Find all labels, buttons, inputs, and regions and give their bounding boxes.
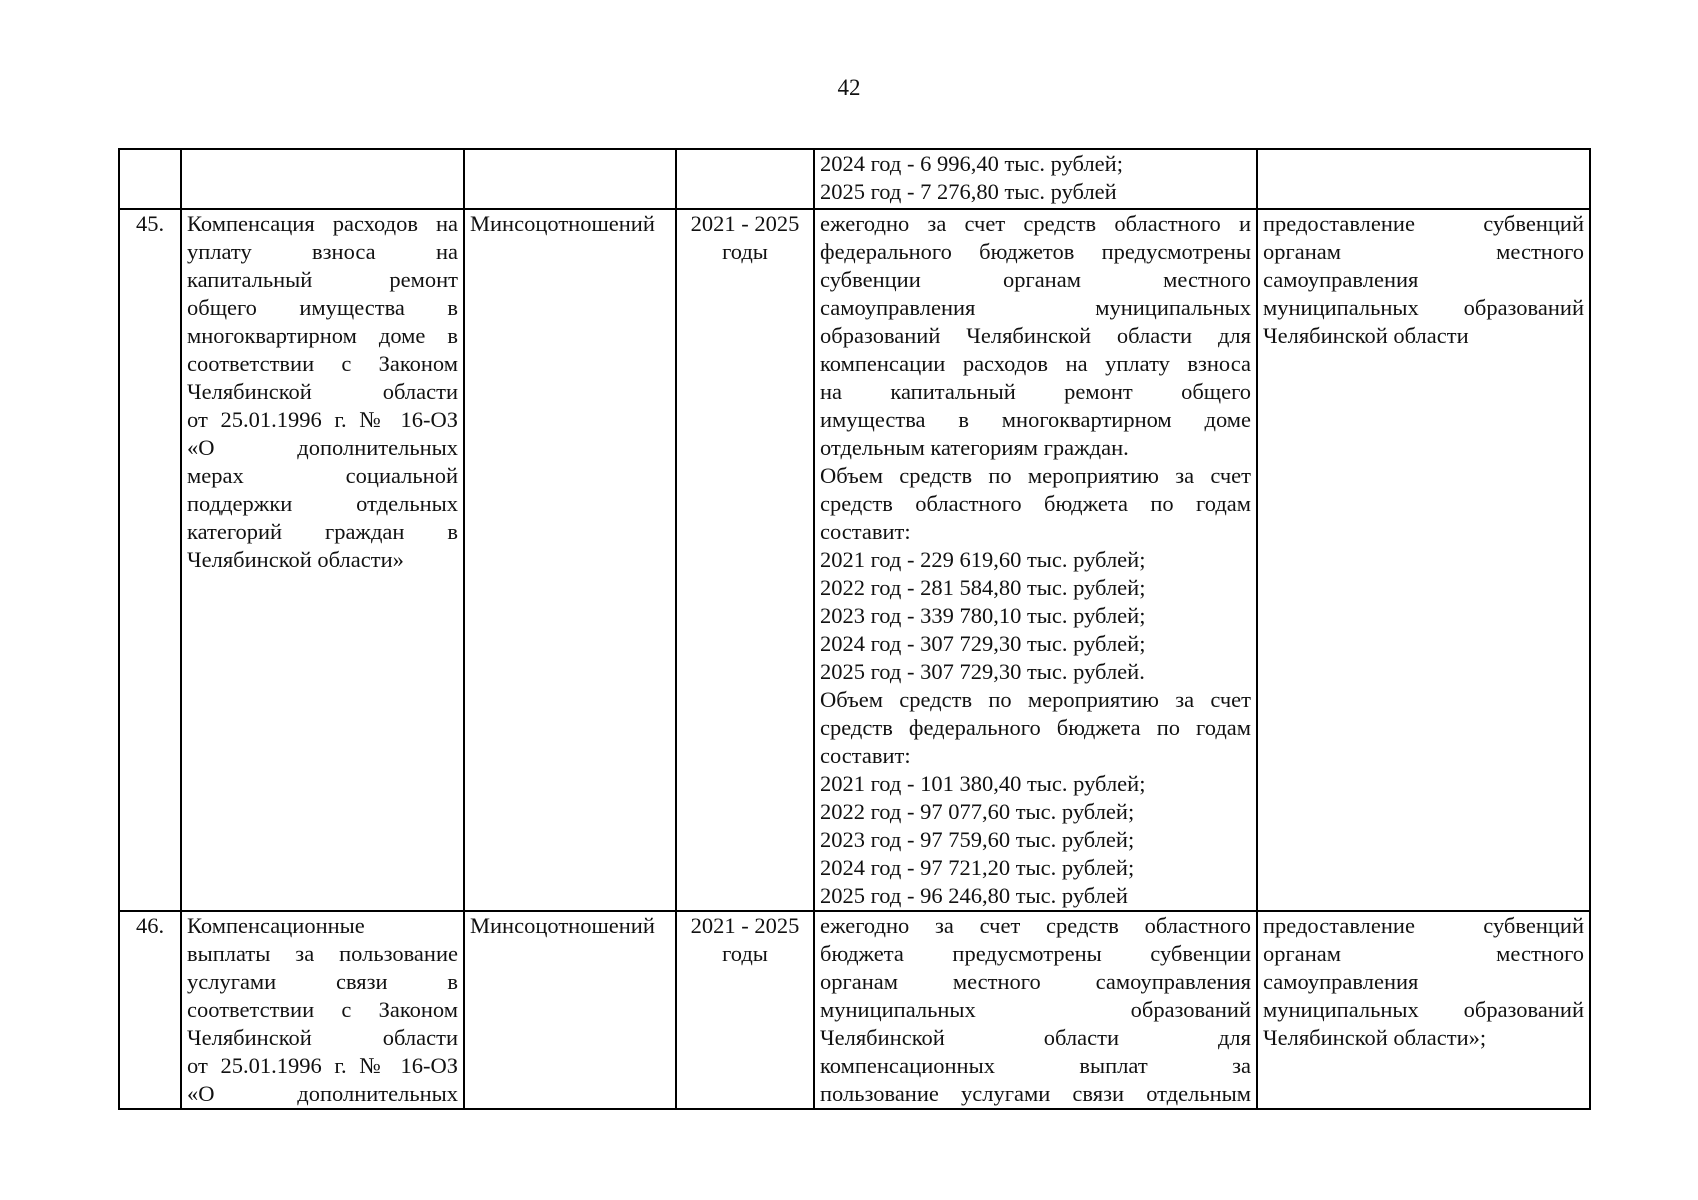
measure-name-line: «О дополнительных bbox=[187, 435, 458, 460]
executor-cell bbox=[464, 209, 676, 911]
table-row bbox=[119, 209, 1590, 911]
funding-description-line: субвенции органам местного bbox=[820, 267, 1251, 292]
funding-description-line: 2025 год - 96 246,80 тыс. рублей bbox=[820, 883, 1128, 908]
funding-description-line: бюджета предусмотрены субвенции bbox=[820, 941, 1251, 966]
measure-name-line: Компенсационные bbox=[187, 913, 365, 938]
measure-name-line: многоквартирном доме в bbox=[187, 323, 458, 348]
row-number-cell bbox=[119, 149, 181, 209]
funding-description-line: составит: bbox=[820, 743, 911, 768]
funding-description-line: самоуправления муниципальных bbox=[820, 295, 1251, 320]
row-number-cell bbox=[119, 209, 181, 911]
funding-description-line: 2024 год - 307 729,30 тыс. рублей; bbox=[820, 631, 1146, 656]
funding-description-line: ежегодно за счет средств областного bbox=[820, 913, 1251, 938]
funding-description-cell bbox=[814, 149, 1257, 209]
funding-description-line: 2023 год - 97 759,60 тыс. рублей; bbox=[820, 827, 1135, 852]
period-line: 2021 - 2025 bbox=[690, 913, 800, 938]
funding-description-line: 2025 год - 307 729,30 тыс. рублей. bbox=[820, 659, 1145, 684]
period-line: годы bbox=[722, 239, 768, 264]
funding-description-cell bbox=[814, 209, 1257, 911]
funding-description-line: 2024 год - 97 721,20 тыс. рублей; bbox=[820, 855, 1135, 880]
measure-name-line: категорий граждан в bbox=[187, 519, 458, 544]
period-cell bbox=[676, 911, 814, 1109]
funding-description-line: средств федерального бюджета по годам bbox=[820, 715, 1251, 740]
funding-description-line: 2025 год - 7 276,80 тыс. рублей bbox=[820, 179, 1117, 204]
funding-description-line: 2023 год - 339 780,10 тыс. рублей; bbox=[820, 603, 1146, 628]
measure-name-line: от 25.01.1996 г. № 16-ОЗ bbox=[187, 407, 458, 432]
funding-description-line: 2021 год - 101 380,40 тыс. рублей; bbox=[820, 771, 1146, 796]
funding-description-line: муниципальных образований bbox=[820, 997, 1251, 1022]
funding-description-line: компенсационных выплат за bbox=[820, 1053, 1251, 1078]
period-cell bbox=[676, 149, 814, 209]
measure-name-line: выплаты за пользование bbox=[187, 941, 458, 966]
table-row bbox=[119, 911, 1590, 1109]
funding-description-line: 2024 год - 6 996,40 тыс. рублей; bbox=[820, 151, 1123, 176]
funding-description-line: ежегодно за счет средств областного и bbox=[820, 211, 1251, 236]
expected-result-line: Челябинской области»; bbox=[1263, 1025, 1487, 1050]
expected-result-cell bbox=[1257, 911, 1590, 1109]
funding-description-line: на капитальный ремонт общего bbox=[820, 379, 1251, 404]
funding-description-line: образований Челябинской области для bbox=[820, 323, 1251, 348]
row-number-cell bbox=[119, 911, 181, 1109]
measure-name-line: мерах социальной bbox=[187, 463, 458, 488]
measure-name-line: соответствии с Законом bbox=[187, 997, 458, 1022]
measure-name-line: «О дополнительных bbox=[187, 1081, 458, 1106]
measure-name-line: Челябинской области bbox=[187, 1025, 458, 1050]
expected-result-line: предоставление субвенций bbox=[1263, 913, 1584, 938]
measure-name-cell bbox=[181, 209, 464, 911]
measure-name-line: поддержки отдельных bbox=[187, 491, 458, 516]
funding-description-line: 2021 год - 229 619,60 тыс. рублей; bbox=[820, 547, 1146, 572]
funding-description-line: средств областного бюджета по годам bbox=[820, 491, 1251, 516]
measure-name-line: от 25.01.1996 г. № 16-ОЗ bbox=[187, 1053, 458, 1078]
expected-result-line: Челябинской области bbox=[1263, 323, 1469, 348]
expected-result-line: органам местного bbox=[1263, 239, 1584, 264]
funding-description-line: федерального бюджетов предусмотрены bbox=[820, 239, 1251, 264]
funding-description-line: 2022 год - 97 077,60 тыс. рублей; bbox=[820, 799, 1135, 824]
period-cell bbox=[676, 209, 814, 911]
funding-description-line: имущества в многоквартирном доме bbox=[820, 407, 1251, 432]
funding-description-line: Объем средств по мероприятию за счет bbox=[820, 463, 1251, 488]
executor-text: Минсоцотношений bbox=[470, 211, 655, 236]
measure-name-line: общего имущества в bbox=[187, 295, 458, 320]
expected-result-line: муниципальных образований bbox=[1263, 295, 1584, 320]
row-number: 46. bbox=[135, 913, 165, 938]
expected-result-line: муниципальных образований bbox=[1263, 997, 1584, 1022]
executor-text: Минсоцотношений bbox=[470, 913, 655, 938]
measure-name-line: услугами связи в bbox=[187, 969, 458, 994]
funding-description-line: 2022 год - 281 584,80 тыс. рублей; bbox=[820, 575, 1146, 600]
measure-name-cell bbox=[181, 149, 464, 209]
table-row bbox=[119, 149, 1590, 209]
executor-cell bbox=[464, 149, 676, 209]
measure-name-line: Челябинской области» bbox=[187, 547, 404, 572]
measure-name-line: Компенсация расходов на bbox=[187, 211, 458, 236]
funding-description-line: органам местного самоуправления bbox=[820, 969, 1251, 994]
page-number: 42 bbox=[837, 75, 861, 100]
funding-description-line: Объем средств по мероприятию за счет bbox=[820, 687, 1251, 712]
period-line: 2021 - 2025 bbox=[690, 211, 800, 236]
measure-name-line: соответствии с Законом bbox=[187, 351, 458, 376]
expected-result-cell bbox=[1257, 209, 1590, 911]
funding-description-cell bbox=[814, 911, 1257, 1109]
measure-name-cell bbox=[181, 911, 464, 1109]
expected-result-line: самоуправления bbox=[1263, 969, 1419, 994]
funding-description-line: компенсации расходов на уплату взноса bbox=[820, 351, 1251, 376]
expected-result-cell bbox=[1257, 149, 1590, 209]
measures-table bbox=[118, 148, 1591, 1110]
executor-cell bbox=[464, 911, 676, 1109]
row-number: 45. bbox=[135, 211, 165, 236]
funding-description-line: составит: bbox=[820, 519, 911, 544]
funding-description-line: отдельным категориям граждан. bbox=[820, 435, 1129, 460]
measure-name-line: Челябинской области bbox=[187, 379, 458, 404]
period-line: годы bbox=[722, 941, 768, 966]
funding-description-line: Челябинской области для bbox=[820, 1025, 1251, 1050]
measure-name-line: уплату взноса на bbox=[187, 239, 458, 264]
expected-result-line: самоуправления bbox=[1263, 267, 1419, 292]
expected-result-line: органам местного bbox=[1263, 941, 1584, 966]
funding-description-line: пользование услугами связи отдельным bbox=[820, 1081, 1251, 1106]
expected-result-line: предоставление субвенций bbox=[1263, 211, 1584, 236]
measure-name-line: капитальный ремонт bbox=[187, 267, 458, 292]
